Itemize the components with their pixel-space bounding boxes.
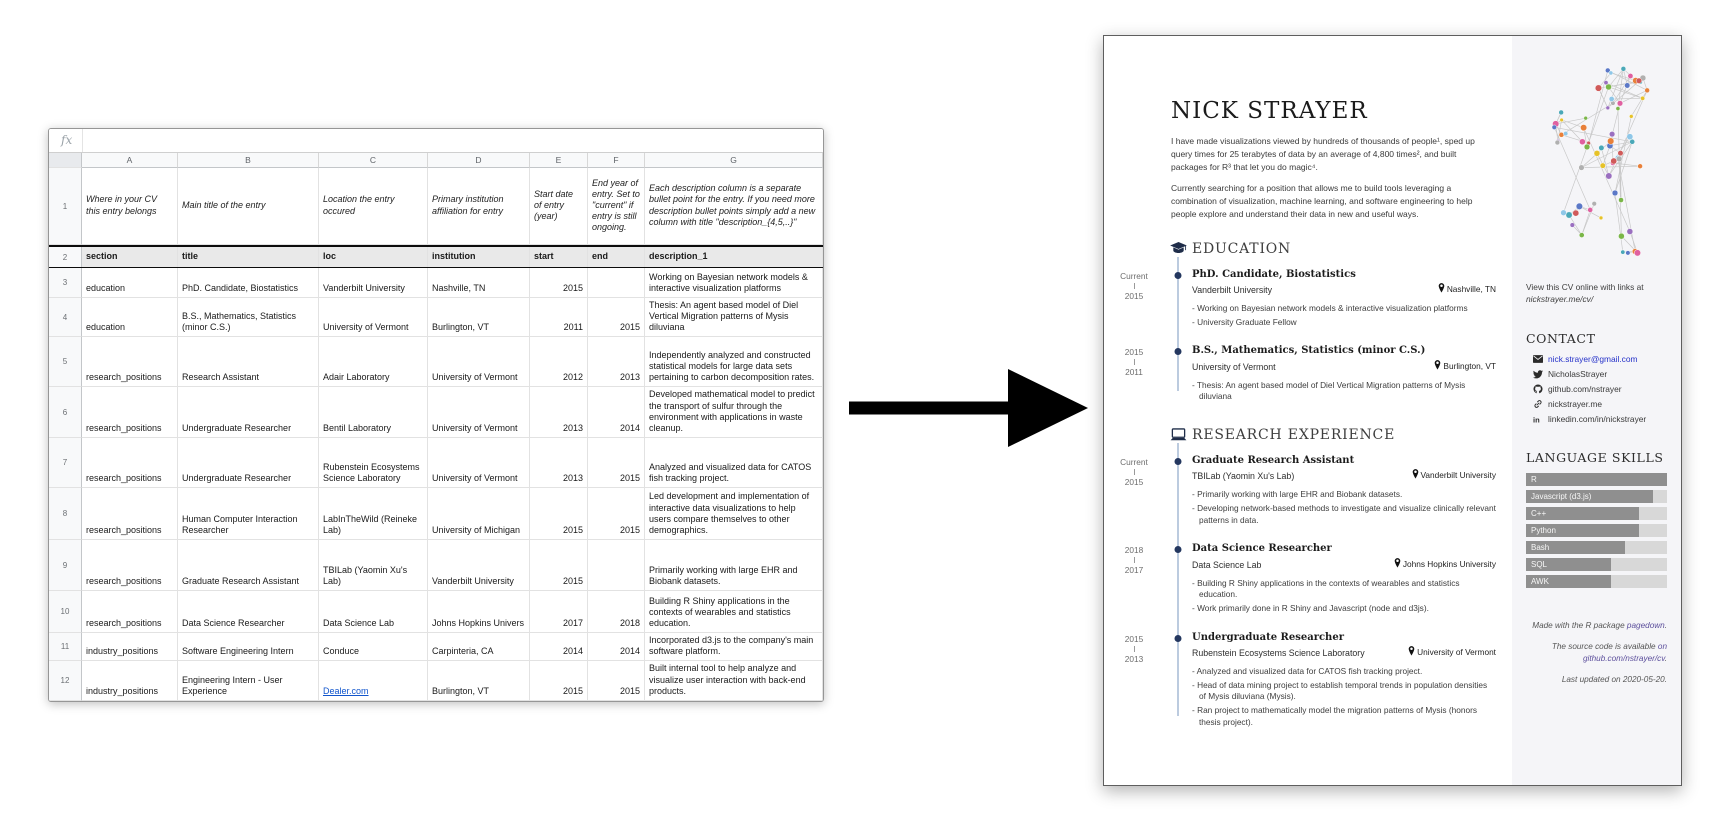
cell-E5[interactable]: 2012 — [530, 337, 588, 387]
formula-bar — [49, 129, 823, 153]
entry-date-end: 2018 — [1124, 545, 1144, 556]
entry-date-start: 2015 — [1124, 476, 1144, 487]
sheet-grid — [49, 153, 823, 701]
entry-institution: TBILab (Yaomin Xu's Lab) — [1192, 471, 1295, 482]
skill-bar-fill — [1526, 524, 1639, 537]
entry-bullet: - Ran project to mathematically model the migration patterns of Mysis (honors thesis project). — [1192, 705, 1496, 728]
skill-bar-fill — [1526, 558, 1611, 571]
pagedown-link[interactable]: pagedown — [1626, 621, 1665, 631]
timeline-entries — [1104, 455, 1496, 730]
cv-header — [1171, 98, 1491, 221]
cell-A6[interactable]: research_positions — [82, 387, 178, 438]
date-separator — [1134, 557, 1135, 563]
entry-bullet: - Head of data mining project to establish temporal trends in population densities of Mysis diluviana (Mysis). — [1192, 680, 1496, 703]
timeline-dot-icon — [1175, 272, 1182, 279]
timeline-dot-column — [1164, 543, 1192, 616]
cell-D11[interactable]: Carpinteria, CA — [428, 633, 530, 661]
contact-list — [1526, 354, 1667, 424]
view-online-text: View this CV online with links at — [1526, 282, 1644, 292]
location-pin-icon — [1408, 646, 1415, 658]
location-pin-icon — [1394, 558, 1401, 570]
contact-item — [1532, 414, 1667, 424]
entry-dates — [1104, 345, 1164, 405]
footer-source-code — [1526, 641, 1667, 665]
sheet-corner[interactable] — [49, 153, 82, 168]
contact-heading: CONTACT — [1526, 331, 1596, 347]
formula-input[interactable] — [82, 129, 823, 152]
row-header-4[interactable]: 4 — [49, 298, 82, 337]
cell-D3[interactable]: Nashville, TN — [428, 268, 530, 298]
entry-institution: University of Vermont — [1192, 361, 1276, 372]
entry-date-end: 2015 — [1124, 347, 1144, 358]
cell-D7[interactable]: University of Vermont — [428, 438, 530, 488]
skill-bar-fill — [1526, 473, 1667, 486]
source-code-link[interactable]: on github.com/nstrayer/cv — [1582, 642, 1667, 664]
skill-bar-fill — [1526, 541, 1625, 554]
envelope-icon — [1532, 355, 1543, 363]
cell-A2[interactable]: section — [82, 247, 178, 267]
cell-B4[interactable]: B.S., Mathematics, Statistics (minor C.S.) — [178, 298, 319, 337]
cell-C1[interactable]: Location the entry occured — [319, 168, 428, 245]
cv-entry — [1104, 632, 1496, 731]
cell-A10[interactable]: research_positions — [82, 591, 178, 633]
cell-G4[interactable]: Thesis: An agent based model of Diel Vertical Migration patterns of Mysis diluviana — [645, 298, 823, 337]
entry-body — [1192, 345, 1496, 405]
cell-A5[interactable]: research_positions — [82, 337, 178, 387]
cv-page — [1103, 35, 1682, 786]
cell-C6[interactable]: Bentil Laboratory — [319, 387, 428, 438]
skill-bar — [1526, 558, 1667, 571]
graduation-cap-icon — [1170, 242, 1187, 255]
cell-G10[interactable]: Building R Shiny applications in the contexts of wearables and statistics education. — [645, 591, 823, 633]
cv-section-research-experience — [1104, 427, 1496, 730]
cell-A12[interactable]: industry_positions — [82, 661, 178, 700]
cell-E3[interactable]: 2015 — [530, 268, 588, 298]
cell-C3[interactable]: Vanderbilt University — [319, 268, 428, 298]
section-title: RESEARCH EXPERIENCE — [1192, 426, 1396, 443]
github-icon — [1532, 384, 1543, 394]
laptop-icon — [1170, 428, 1187, 441]
cv-intro-paragraph-2: Currently searching for a position that allows me to build tools leveraging a combination of visualization, machine learning, and software engineering to help people explore and understand their data in new and useful ways. — [1171, 183, 1473, 219]
row-header-3[interactable]: 3 — [49, 268, 82, 298]
entry-institution: Data Science Lab — [1192, 559, 1262, 570]
entry-bullets — [1192, 666, 1496, 728]
sheet-row-notes — [49, 168, 823, 245]
sheet-row-4 — [49, 298, 823, 337]
skill-bar — [1526, 507, 1667, 520]
entry-date-start: 2013 — [1124, 653, 1144, 664]
sheet-row-6 — [49, 387, 823, 438]
contact-item — [1532, 384, 1667, 394]
skill-label: Python — [1531, 526, 1556, 536]
cell-B5[interactable]: Research Assistant — [178, 337, 319, 387]
row-header-2[interactable]: 2 — [49, 247, 82, 267]
skill-label: R — [1531, 475, 1537, 485]
skill-bar-fill — [1526, 507, 1639, 520]
cell-D5[interactable]: University of Vermont — [428, 337, 530, 387]
contact-item-label: github.com/nstrayer — [1548, 384, 1622, 395]
cv-intro-paragraph-1: I have made visualizations viewed by hundreds of thousands of people¹, sped up query times for 25 terabytes of data by an average of 4,800 times², and built packages for R³ that let you do magic⁴. — [1171, 136, 1475, 172]
cell-G3[interactable]: Working on Bayesian network models & interactive visualization platforms — [645, 268, 823, 298]
cell-A3[interactable]: education — [82, 268, 178, 298]
row-header-1[interactable]: 1 — [49, 168, 82, 245]
skills-list — [1526, 473, 1667, 588]
cell-F11[interactable]: 2014 — [588, 633, 645, 661]
entry-subtitle-row — [1192, 646, 1496, 658]
cell-E12[interactable]: 2015 — [530, 661, 588, 700]
timeline-dot-column — [1164, 269, 1192, 331]
cell-E4[interactable]: 2011 — [530, 298, 588, 337]
timeline-dot-icon — [1175, 458, 1182, 465]
network-graph — [1526, 46, 1667, 271]
cell-E9[interactable]: 2015 — [530, 540, 588, 591]
skill-bar — [1526, 490, 1667, 503]
entry-title: Undergraduate Researcher — [1192, 631, 1344, 643]
entry-bullet: - Primarily working with large EHR and Biobank datasets. — [1192, 489, 1496, 501]
cell-G8[interactable]: Led development and implementation of interactive data visualizations to help users compare themselves to other demographics. — [645, 488, 823, 540]
row-header-8[interactable]: 8 — [49, 488, 82, 540]
cell-F7[interactable]: 2015 — [588, 438, 645, 488]
dealer-link[interactable]: Dealer.com — [323, 685, 369, 696]
column-header-C[interactable]: C — [319, 153, 428, 168]
row-header-5[interactable]: 5 — [49, 337, 82, 387]
column-header-A[interactable]: A — [82, 153, 178, 168]
entry-subtitle-row — [1192, 558, 1496, 570]
entry-location — [1438, 283, 1496, 295]
entry-location — [1434, 360, 1496, 372]
cell-A8[interactable]: research_positions — [82, 488, 178, 540]
column-header-B[interactable]: B — [178, 153, 319, 168]
date-separator — [1134, 283, 1135, 289]
cell-E10[interactable]: 2017 — [530, 591, 588, 633]
cell-F6[interactable]: 2014 — [588, 387, 645, 438]
contact-item-label: linkedin.com/in/nickstrayer — [1548, 414, 1647, 425]
row-header-12[interactable]: 12 — [49, 661, 82, 700]
skill-bar — [1526, 575, 1667, 588]
timeline-dot-column — [1164, 345, 1192, 405]
entry-bullet: - Working on Bayesian network models & interactive visualization platforms — [1192, 303, 1496, 315]
row-header-11[interactable]: 11 — [49, 633, 82, 661]
entry-body — [1192, 632, 1496, 731]
row-header-9[interactable]: 9 — [49, 540, 82, 591]
entry-bullet: - University Graduate Fellow — [1192, 317, 1496, 329]
entry-date-end: Current — [1120, 270, 1148, 281]
spreadsheet-window — [48, 128, 824, 702]
entry-title: Graduate Research Assistant — [1192, 454, 1355, 466]
cell-B12[interactable]: Engineering Intern - User Experience — [178, 661, 319, 700]
entry-location — [1408, 646, 1496, 658]
cell-B1[interactable]: Main title of the entry — [178, 168, 319, 245]
cv-entry — [1104, 345, 1496, 405]
contact-item-label: NicholasStrayer — [1548, 369, 1608, 380]
footer-source-suffix: . — [1664, 654, 1667, 664]
entry-date-end: Current — [1120, 456, 1148, 467]
skill-label: C++ — [1531, 509, 1547, 519]
cell-B3[interactable]: PhD. Candidate, Biostatistics — [178, 268, 319, 298]
entry-date-start: 2017 — [1124, 565, 1144, 576]
cell-C5[interactable]: Adair Laboratory — [319, 337, 428, 387]
cell-F2[interactable]: end — [588, 247, 645, 267]
cell-B11[interactable]: Software Engineering Intern — [178, 633, 319, 661]
skill-bar — [1526, 541, 1667, 554]
linkedin-icon — [1532, 415, 1543, 424]
cell-B8[interactable]: Human Computer Interaction Researcher — [178, 488, 319, 540]
skill-label: Bash — [1531, 543, 1550, 553]
section-header — [1104, 427, 1496, 443]
row-header-10[interactable]: 10 — [49, 591, 82, 633]
entry-institution: Vanderbilt University — [1192, 285, 1273, 295]
cv-entry — [1104, 455, 1496, 528]
cell-C12[interactable] — [319, 661, 428, 700]
cell-D4[interactable]: Burlington, VT — [428, 298, 530, 337]
sheet-row-3 — [49, 268, 823, 298]
entry-subtitle-row — [1192, 360, 1496, 372]
cell-G2[interactable]: description_1 — [645, 247, 823, 267]
cell-G9[interactable]: Primarily working with large EHR and Biobank datasets. — [645, 540, 823, 591]
cell-G5[interactable]: Independently analyzed and constructed statistical models for large data sets pertaining to carbon decomposition rates. — [645, 337, 823, 387]
cell-D8[interactable]: University of Michigan — [428, 488, 530, 540]
skill-bar-fill — [1526, 575, 1611, 588]
timeline-dot-icon — [1175, 635, 1182, 642]
date-separator — [1134, 469, 1135, 475]
location-pin-icon — [1438, 283, 1445, 295]
sheet-row-7 — [49, 438, 823, 488]
contact-item — [1532, 399, 1667, 409]
skill-label: AWK — [1531, 577, 1549, 587]
cell-A4[interactable]: education — [82, 298, 178, 337]
cv-section-education — [1104, 241, 1496, 405]
contact-item-label[interactable]: nick.strayer@gmail.com — [1548, 354, 1638, 365]
section-title: EDUCATION — [1192, 240, 1292, 257]
footer-made-prefix: Made with the R package — [1532, 621, 1627, 631]
timeline-dot-column — [1164, 632, 1192, 731]
cell-F8[interactable]: 2015 — [588, 488, 645, 540]
section-header — [1104, 241, 1496, 257]
entry-location — [1394, 558, 1496, 570]
footer-source-prefix: The source code is available — [1551, 642, 1658, 652]
skill-label: SQL — [1531, 560, 1548, 570]
cell-C2[interactable]: loc — [319, 247, 428, 267]
entry-title: PhD. Candidate, Biostatistics — [1192, 268, 1356, 280]
twitter-icon — [1532, 370, 1543, 379]
entry-location — [1412, 469, 1496, 481]
entry-bullet: - Developing network-based methods to investigate and visualize clinically relevant patterns in data. — [1192, 503, 1496, 526]
sheet-row-fields — [49, 245, 823, 268]
date-separator — [1134, 359, 1135, 365]
entry-body — [1192, 543, 1496, 616]
column-header-E[interactable]: E — [530, 153, 588, 168]
date-separator — [1134, 646, 1135, 652]
entry-date-start: 2015 — [1124, 290, 1144, 301]
cell-C11[interactable]: Conduce — [319, 633, 428, 661]
entry-institution: Rubenstein Ecosystems Science Laboratory — [1192, 648, 1365, 659]
sheet-row-5 — [49, 337, 823, 387]
cell-G7[interactable]: Analyzed and visualized data for CATOS fish tracking project. — [645, 438, 823, 488]
link-icon — [1532, 399, 1543, 409]
cell-D9[interactable]: Vanderbilt University — [428, 540, 530, 591]
entry-bullet: - Building R Shiny applications in the contexts of wearables and statistics education. — [1192, 578, 1496, 601]
entry-dates — [1104, 455, 1164, 528]
skill-bar — [1526, 473, 1667, 486]
timeline-entries — [1104, 269, 1496, 405]
cell-F1[interactable]: End year of entry. Set to "current" if entry is still ongoing. — [588, 168, 645, 245]
cell-E11[interactable]: 2014 — [530, 633, 588, 661]
skills-heading: LANGUAGE SKILLS — [1526, 450, 1664, 466]
cell-E8[interactable]: 2015 — [530, 488, 588, 540]
timeline-dot-icon — [1175, 348, 1182, 355]
cell-F12[interactable]: 2015 — [588, 661, 645, 700]
cell-E7[interactable]: 2013 — [530, 438, 588, 488]
cell-G12[interactable]: Built internal tool to help analyze and visualize user interaction with back-end products. — [645, 661, 823, 700]
cell-C8[interactable]: LabInTheWild (Reineke Lab) — [319, 488, 428, 540]
entry-dates — [1104, 632, 1164, 731]
location-pin-icon — [1434, 360, 1441, 372]
cell-F5[interactable]: 2013 — [588, 337, 645, 387]
cell-C10[interactable]: Data Science Lab — [319, 591, 428, 633]
entry-bullets — [1192, 578, 1496, 615]
cell-F4[interactable]: 2015 — [588, 298, 645, 337]
entry-bullets — [1192, 489, 1496, 526]
skill-bar — [1526, 524, 1667, 537]
sheet-row-8 — [49, 488, 823, 540]
cell-A9[interactable]: research_positions — [82, 540, 178, 591]
entry-bullet: - Work primarily done in R Shiny and Javascript (node and d3js). — [1192, 603, 1496, 615]
entry-bullets — [1192, 303, 1496, 328]
row-header-6[interactable]: 6 — [49, 387, 82, 438]
entry-location-text: Nashville, TN — [1446, 284, 1496, 294]
entry-title: Data Science Researcher — [1192, 543, 1332, 555]
entry-bullets — [1192, 380, 1496, 403]
footer-made-with — [1526, 620, 1667, 632]
cv-sections — [1104, 241, 1514, 731]
cell-D10[interactable]: Johns Hopkins Univers — [428, 591, 530, 633]
cell-B2[interactable]: title — [178, 247, 319, 267]
cell-A7[interactable]: research_positions — [82, 438, 178, 488]
cell-E1[interactable]: Start date of entry (year) — [530, 168, 588, 245]
cv-name: NICK STRAYER — [1171, 98, 1368, 124]
cell-B7[interactable]: Undergraduate Researcher — [178, 438, 319, 488]
contact-item-label: nickstrayer.me — [1548, 399, 1602, 410]
column-header-D[interactable]: D — [428, 153, 530, 168]
footer-made-suffix: . — [1664, 621, 1667, 631]
entry-bullet: - Analyzed and visualized data for CATOS fish tracking project. — [1192, 666, 1496, 678]
cell-G1[interactable]: Each description column is a separate bullet point for the entry. If you need more description bullet points simply add a new column with title "description_{4,5,..}" — [645, 168, 823, 245]
entry-body — [1192, 455, 1496, 528]
cell-E6[interactable]: 2013 — [530, 387, 588, 438]
skill-bar-fill — [1526, 490, 1653, 503]
column-header-G[interactable]: G — [645, 153, 823, 168]
entry-location-text: University of Vermont — [1417, 647, 1496, 658]
cell-C7[interactable]: Rubenstein Ecosystems Science Laboratory — [319, 438, 428, 488]
entry-dates — [1104, 269, 1164, 331]
cv-main-column — [1104, 36, 1514, 785]
svg-text:in: in — [1532, 415, 1540, 424]
cell-F9[interactable] — [588, 540, 645, 591]
column-header-row — [49, 153, 823, 168]
entry-location-text: Vanderbilt University — [1420, 470, 1496, 481]
entry-title: B.S., Mathematics, Statistics (minor C.S.) — [1192, 345, 1426, 357]
cell-B10[interactable]: Data Science Researcher — [178, 591, 319, 633]
entry-dates — [1104, 543, 1164, 616]
row-header-7[interactable]: 7 — [49, 438, 82, 488]
sheet-row-12 — [49, 661, 823, 700]
entry-date-start: 2011 — [1125, 367, 1143, 378]
view-online-url[interactable]: nickstrayer.me/cv/ — [1526, 294, 1594, 305]
cell-D12[interactable]: Burlington, VT — [428, 661, 530, 700]
entry-bullet: - Thesis: An agent based model of Diel Vertical Migration patterns of Mysis diluviana — [1192, 380, 1496, 403]
cv-entry — [1104, 269, 1496, 331]
contact-item — [1532, 354, 1667, 364]
skill-label: Javascript (d3.js) — [1531, 492, 1592, 502]
cv-sidebar — [1512, 36, 1681, 785]
transform-arrow-icon — [845, 360, 1095, 456]
footer-last-updated: Last updated on 2020-05-20. — [1561, 675, 1667, 685]
entry-subtitle-row — [1192, 469, 1496, 481]
contact-item — [1532, 369, 1667, 379]
cell-F3[interactable] — [588, 268, 645, 298]
fx-icon: fx — [61, 132, 73, 147]
cell-E2[interactable]: start — [530, 247, 588, 267]
cell-G6[interactable]: Developed mathematical model to predict the transport of sulfur through the environment with applications in waste cleanup. — [645, 387, 823, 438]
cv-footer — [1526, 620, 1667, 686]
sheet-row-10 — [49, 591, 823, 633]
column-header-F[interactable]: F — [588, 153, 645, 168]
timeline-dot-icon — [1175, 546, 1182, 553]
cell-C4[interactable]: University of Vermont — [319, 298, 428, 337]
entry-date-end: 2015 — [1124, 633, 1144, 644]
cell-F10[interactable]: 2018 — [588, 591, 645, 633]
timeline-dot-column — [1164, 455, 1192, 528]
sheet-row-11 — [49, 633, 823, 661]
cell-D1[interactable]: Primary institution affiliation for entry — [428, 168, 530, 245]
cell-G11[interactable]: Incorporated d3.js to the company's main software platform. — [645, 633, 823, 661]
cell-A11[interactable]: industry_positions — [82, 633, 178, 661]
cell-D6[interactable]: University of Vermont — [428, 387, 530, 438]
location-pin-icon — [1412, 469, 1419, 481]
view-online-note — [1526, 281, 1667, 305]
cell-D2[interactable]: institution — [428, 247, 530, 267]
cv-entry — [1104, 543, 1496, 616]
entry-subtitle-row — [1192, 283, 1496, 295]
cell-A1[interactable]: Where in your CV this entry belongs — [82, 168, 178, 245]
entry-location-text: Burlington, VT — [1443, 360, 1496, 371]
entry-body — [1192, 269, 1496, 331]
cell-B9[interactable]: Graduate Research Assistant — [178, 540, 319, 591]
cell-C9[interactable]: TBILab (Yaomin Xu's Lab) — [319, 540, 428, 591]
sheet-row-9 — [49, 540, 823, 591]
entry-location-text: Johns Hopkins University — [1402, 558, 1496, 569]
cell-B6[interactable]: Undergraduate Researcher — [178, 387, 319, 438]
